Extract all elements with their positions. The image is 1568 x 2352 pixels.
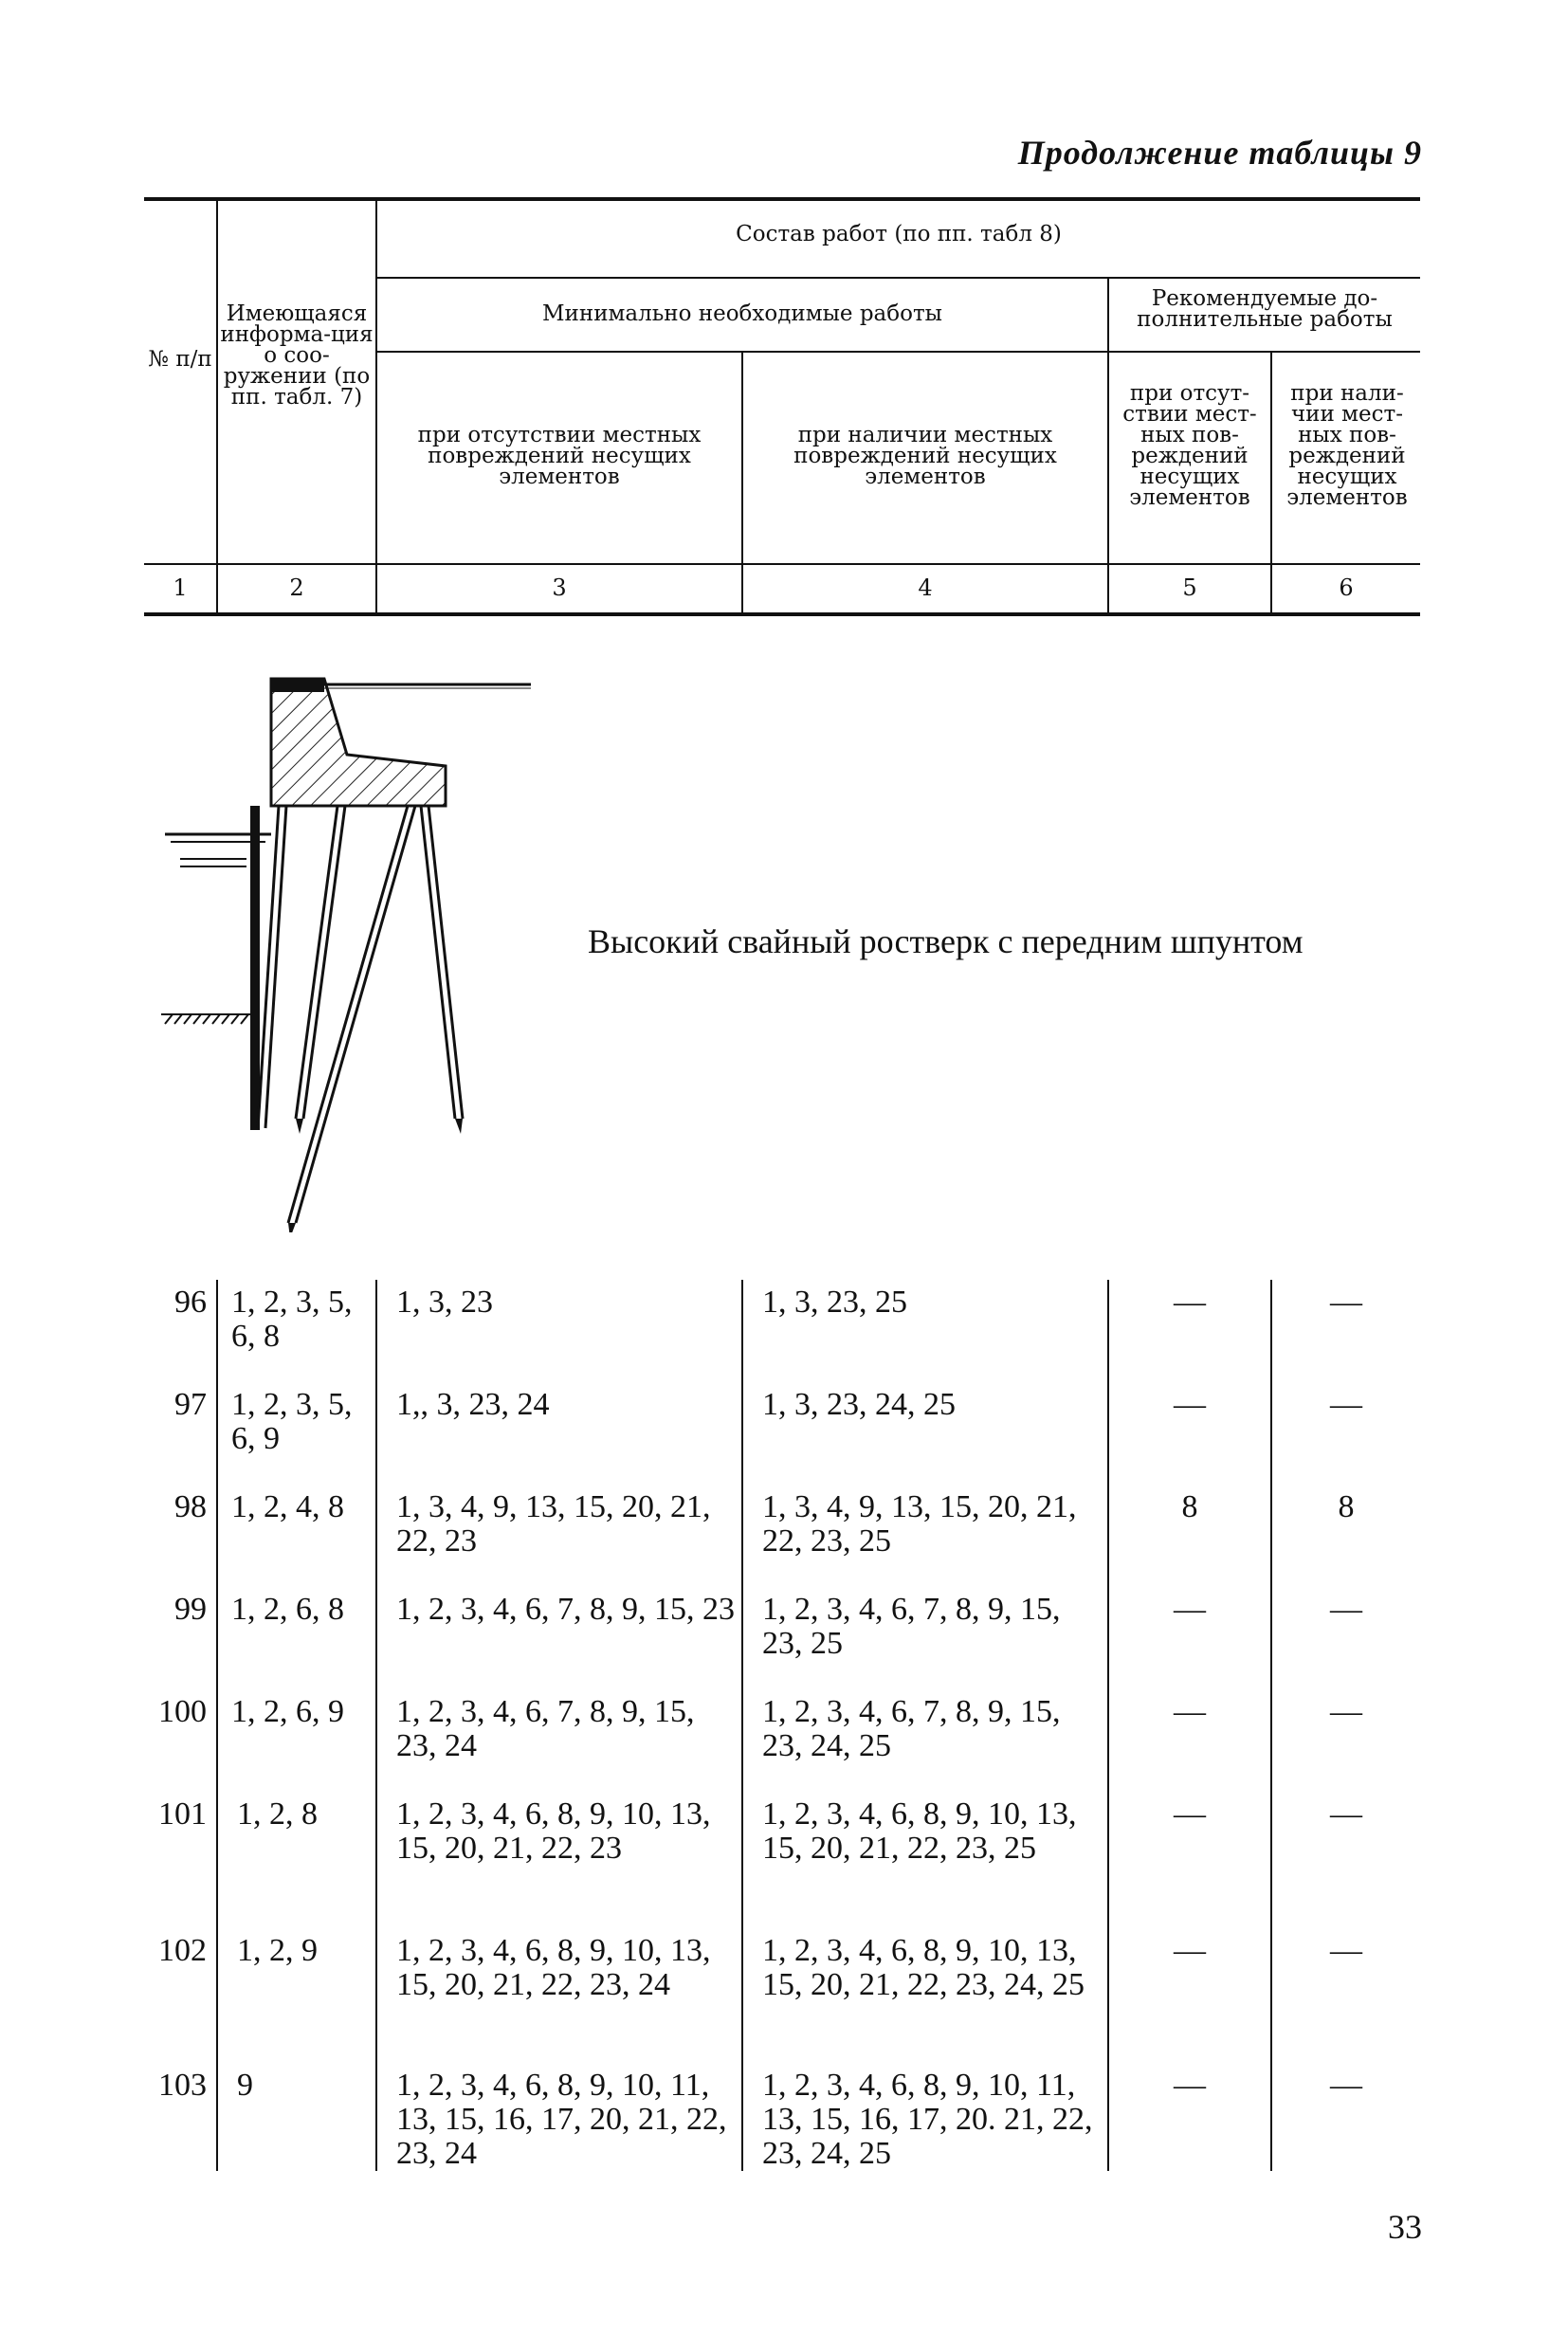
- row-min-no-damage: 1, 2, 3, 4, 6, 8, 9, 10, 13, 15, 20, 21, 22, 23, 24: [396, 1933, 711, 2002]
- row-min-damage: 1, 2, 3, 4, 6, 8, 9, 10, 13, 15, 20, 21, 22, 23, 25: [762, 1796, 1077, 1866]
- header-min-title: Минимально необходимые работы: [542, 301, 942, 326]
- table-continuation-title: Продолжение таблицы 9: [1017, 134, 1422, 172]
- row-min-no-damage: 1, 2, 3, 4, 6, 8, 9, 10, 11, 13, 15, 16, 17, 20, 21, 22, 23, 24: [396, 2068, 727, 2171]
- row-rec-damage: —: [1330, 1694, 1362, 1729]
- row-info: 9: [237, 2068, 253, 2103]
- body-col-divider-1: [216, 1280, 218, 2171]
- row-min-damage: 1, 3, 23, 25: [762, 1285, 907, 1320]
- body-col-divider-2: [375, 1280, 377, 2171]
- row-rec-no-damage: —: [1174, 1694, 1206, 1729]
- col-number-1: 1: [173, 574, 188, 601]
- header-top-rule: [144, 197, 1420, 201]
- row-min-damage: 1, 3, 23, 24, 25: [762, 1387, 956, 1422]
- table-header: [144, 197, 1420, 614]
- concrete-grillage-icon: [271, 679, 446, 806]
- row-min-no-damage: 1, 2, 3, 4, 6, 7, 8, 9, 15, 23, 24: [396, 1694, 695, 1763]
- header-col5: при отсут-ствии мест-ных пов-реждений несущих элементов: [1122, 381, 1257, 510]
- row-rec-no-damage: —: [1174, 2068, 1206, 2103]
- row-number: 97: [174, 1387, 207, 1422]
- row-info: 1, 2, 9: [237, 1933, 318, 1968]
- row-min-damage: 1, 2, 3, 4, 6, 7, 8, 9, 15, 23, 25: [762, 1592, 1061, 1661]
- col-divider-1: [216, 201, 218, 614]
- row-min-no-damage: 1, 3, 23: [396, 1285, 493, 1320]
- col-number-5: 5: [1182, 574, 1197, 601]
- body-col-divider-3: [741, 1280, 743, 2171]
- row-info: 1, 2, 6, 8: [231, 1592, 344, 1627]
- row-rec-damage: —: [1330, 2068, 1362, 2103]
- row-number: 103: [158, 2068, 207, 2103]
- row-rec-no-damage: —: [1174, 1796, 1206, 1832]
- row-number: 96: [174, 1285, 207, 1320]
- piles-icon: [258, 806, 463, 1223]
- row-min-no-damage: 1, 2, 3, 4, 6, 8, 9, 10, 13, 15, 20, 21, 22, 23: [396, 1796, 711, 1866]
- row-min-no-damage: 1, 2, 3, 4, 6, 7, 8, 9, 15, 23: [396, 1592, 735, 1627]
- col-number-3: 3: [552, 574, 567, 601]
- col-number-2: 2: [289, 574, 304, 601]
- row-rec-damage: —: [1330, 1387, 1362, 1422]
- col-number-6: 6: [1339, 574, 1354, 601]
- row-rec-damage: —: [1330, 1933, 1362, 1968]
- row-min-damage: 1, 3, 4, 9, 13, 15, 20, 21, 22, 23, 25: [762, 1489, 1077, 1559]
- header-col6: при нали-чии мест-ных пов-реждений несущих элементов: [1286, 381, 1408, 510]
- row-rec-damage: —: [1330, 1592, 1362, 1627]
- header-col4: при наличии местных повреждений несущих элементов: [793, 423, 1057, 489]
- row-number: 99: [174, 1592, 207, 1627]
- front-sheet-pile-icon: [250, 806, 260, 1130]
- row-min-damage: 1, 2, 3, 4, 6, 8, 9, 10, 13, 15, 20, 21, 22, 23, 24, 25: [762, 1933, 1085, 2002]
- row-info: 1, 2, 3, 5, 6, 9: [231, 1387, 353, 1456]
- seabed-hatch-icon: [165, 1014, 248, 1024]
- col-divider-2: [375, 201, 377, 614]
- page-number: 33: [1388, 2208, 1422, 2246]
- row-min-damage: 1, 2, 3, 4, 6, 7, 8, 9, 15, 23, 24, 25: [762, 1694, 1061, 1763]
- header-rec-title: Рекомендуемые до-полнительные работы: [1137, 286, 1393, 332]
- row-rec-no-damage: —: [1174, 1387, 1206, 1422]
- row-rec-no-damage: —: [1174, 1285, 1206, 1320]
- table-body: [144, 1280, 1420, 2171]
- row-min-no-damage: 1,, 3, 23, 24: [396, 1387, 550, 1422]
- row-rec-no-damage: —: [1174, 1933, 1206, 1968]
- row-min-no-damage: 1, 3, 4, 9, 13, 15, 20, 21, 22, 23: [396, 1489, 711, 1559]
- numbers-bottom-rule: [144, 612, 1420, 616]
- row-rec-no-damage: —: [1174, 1592, 1206, 1627]
- pile-grillage-diagram: [152, 664, 550, 1232]
- row-rec-damage: —: [1330, 1796, 1362, 1832]
- group-rule: [377, 277, 1420, 279]
- row-number: 100: [158, 1694, 207, 1729]
- row-number: 101: [158, 1796, 207, 1832]
- header-col-no: № п/п: [148, 347, 212, 372]
- row-number: 102: [158, 1933, 207, 1968]
- header-col-info: Имеющаяся информа-ция о соо-ружении (по пп. табл. 7): [220, 301, 374, 410]
- row-number: 98: [174, 1489, 207, 1524]
- header-group-title: Состав работ (по пп. табл 8): [736, 222, 1062, 246]
- row-rec-damage: 8: [1338, 1489, 1355, 1524]
- structure-caption: Высокий свайный ростверк с передним шпунтом: [588, 922, 1304, 960]
- row-rec-no-damage: 8: [1181, 1489, 1198, 1524]
- row-min-damage: 1, 2, 3, 4, 6, 8, 9, 10, 11, 13, 15, 16, 17, 20. 21, 22, 23, 24, 25: [762, 2068, 1093, 2171]
- header-bottom-rule: [144, 563, 1420, 565]
- row-info: 1, 2, 4, 8: [231, 1489, 344, 1524]
- subgroup-rule: [377, 351, 1420, 353]
- col-number-4: 4: [918, 574, 933, 601]
- grillage-cap-icon: [271, 679, 324, 692]
- row-rec-damage: —: [1330, 1285, 1362, 1320]
- row-info: 1, 2, 3, 5, 6, 8: [231, 1285, 353, 1354]
- row-info: 1, 2, 8: [237, 1796, 318, 1832]
- header-col3: при отсутствии местных повреждений несущих элементов: [417, 423, 702, 489]
- row-info: 1, 2, 6, 9: [231, 1694, 344, 1729]
